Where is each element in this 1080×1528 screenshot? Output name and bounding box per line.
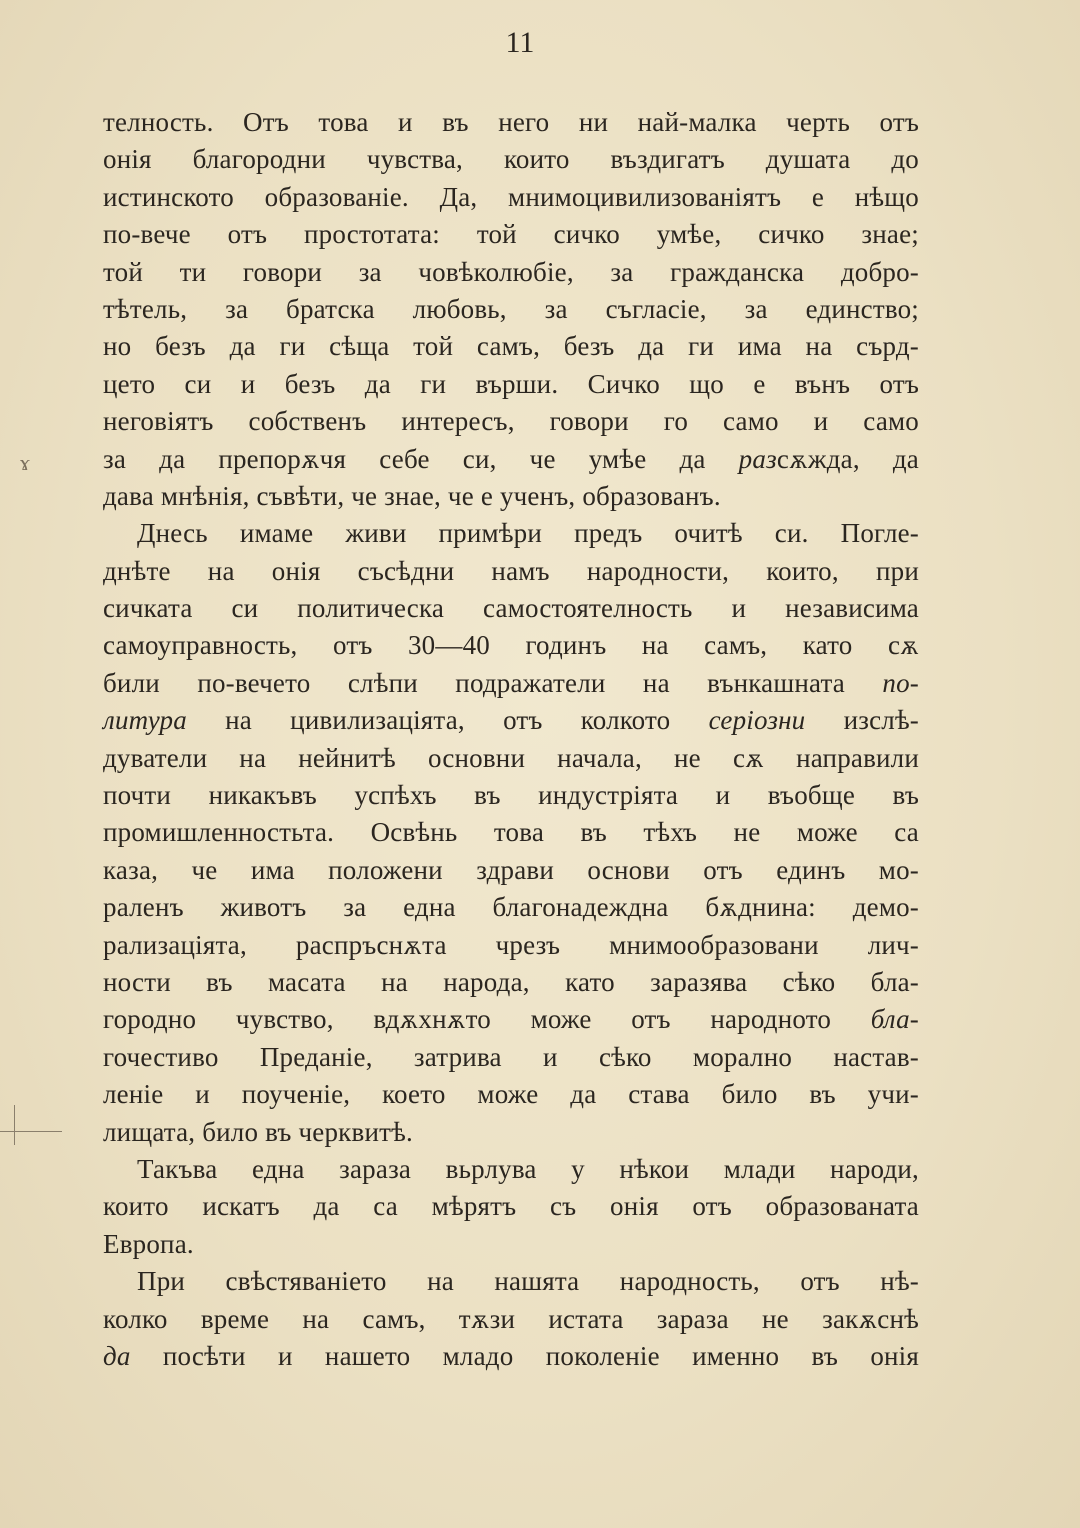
text-segment: изслѣ- [805,705,919,736]
text-segment: Такъва една зараза вьрлува у нѣкои млади народи, [137,1153,919,1184]
text-segment: гочестиво Преданіе, затрива и сѣко морално настав- [103,1041,919,1072]
text-line [103,441,919,478]
text-line [103,1301,919,1338]
margin-mark: ɤ [20,450,30,475]
text-line [103,216,919,253]
text-segment: рализаціята, распръснѫта чрезъ мнимообразовани лич- [103,929,919,960]
italic-text: серіозни [708,705,806,736]
text-segment: на цивилизаціята, отъ колкото [186,705,709,736]
text-line [103,254,919,291]
text-line [103,964,919,1001]
text-line [103,1076,919,1113]
text-segment: тѣтель, за братска любовь, за съгласіе, за единство; [103,293,919,324]
margin-rule [0,1131,62,1132]
italic-text: литура [103,705,187,736]
text-segment: лищата, било въ черквитѣ. [103,1116,413,1147]
text-segment: истинското образованіе. Да, мнимоцивилизованіятъ е нѣщо [103,181,919,212]
text-line [103,366,919,403]
text-line [103,141,919,178]
text-line [103,665,919,702]
text-segment: днѣте на онія съсѣдни намъ народности, които, при [103,555,919,586]
text-line [103,1114,919,1151]
text-line [103,852,919,889]
text-segment: самоуправность, отъ 30—40 годинъ на самъ, като сѫ [103,630,919,661]
text-segment: Днесь имаме живи примѣри предъ очитѣ си. Погле- [137,518,919,549]
text-line [103,291,919,328]
page-text [103,104,919,1375]
text-segment: При свѣстяваніето на нашята народность, отъ нѣ- [137,1266,919,1297]
text-segment: ности въ масата на народа, като заразява сѣко бла- [103,966,919,997]
text-line [103,328,919,365]
text-line [103,889,919,926]
text-segment: леніе и поученіе, което може да става било въ учи- [103,1079,919,1110]
text-line [103,777,919,814]
text-segment: раленъ животъ за една благонадеждна бѫднина: демо- [103,892,919,923]
text-line [103,814,919,851]
text-line [103,927,919,964]
text-segment: почти никакъвъ успѣхъ въ индустріята и въобще въ [103,780,919,811]
italic-text: по- [882,667,919,698]
text-line [103,1226,919,1263]
text-line [103,627,919,664]
italic-text: бла- [870,1004,919,1035]
text-line [103,702,919,739]
italic-text: да [103,1340,131,1371]
text-line [103,1151,919,1188]
text-line [103,515,919,552]
text-segment: городно чувство, вдѫхнѫто може отъ народното [103,1004,871,1035]
text-segment: той ти говори за човѣколюбіе, за гражданска добро- [103,256,919,287]
page-number: 11 [505,26,535,59]
text-segment: каза, че има положени здрави основи отъ единъ мо- [103,854,919,885]
text-line [103,104,919,141]
text-segment: за да препорѫчя себе си, че умѣе да [103,443,739,474]
text-segment: телность. Отъ това и въ него ни най-малка черть отъ [103,107,919,137]
text-segment: колко време на самъ, тѫзи истата зараза не закѫснѣ [103,1303,919,1334]
text-line [103,1001,919,1038]
text-line [103,179,919,216]
text-line [103,740,919,777]
text-line [103,553,919,590]
text-segment: посѣти и нашето младо поколеніе именно въ онія [130,1340,919,1371]
text-segment: били по-вечето слѣпи подражатели на вънкашната [103,667,883,698]
text-line [103,590,919,627]
text-segment: цето си и безъ да ги върши. Сичко що е вънъ отъ [103,368,919,399]
margin-rule-vertical [14,1105,15,1145]
text-segment: дуватели на нейнитѣ основни начала, не сѫ направили [103,742,919,773]
text-segment: които искатъ да са мѣрятъ съ онія отъ образованата [103,1191,919,1222]
text-segment: сѫжда, да [776,443,919,474]
text-segment: дава мнѣнія, съвѣти, че знае, че е ученъ, образованъ. [103,480,721,511]
text-segment: онія благородни чувства, които въздигатъ душата до [103,144,919,175]
text-line [103,1263,919,1300]
text-line [103,1039,919,1076]
text-segment: сичката си политическа самостоятелность и независима [103,593,919,624]
italic-text: раз [738,443,777,474]
text-segment: по-вече отъ простотата: той сичко умѣе, сичко знае; [103,219,919,250]
text-segment: но безъ да ги сѣща той самъ, безъ да ги има на сърд- [103,331,919,362]
text-line [103,478,919,515]
text-line [103,1188,919,1225]
text-line [103,1338,919,1375]
text-segment: промишленностьта. Освѣнь това въ тѣхъ не може са [103,817,919,848]
text-line [103,403,919,440]
text-segment: Европа. [103,1228,194,1259]
text-segment: неговіятъ собственъ интересъ, говори го само и само [103,406,919,437]
